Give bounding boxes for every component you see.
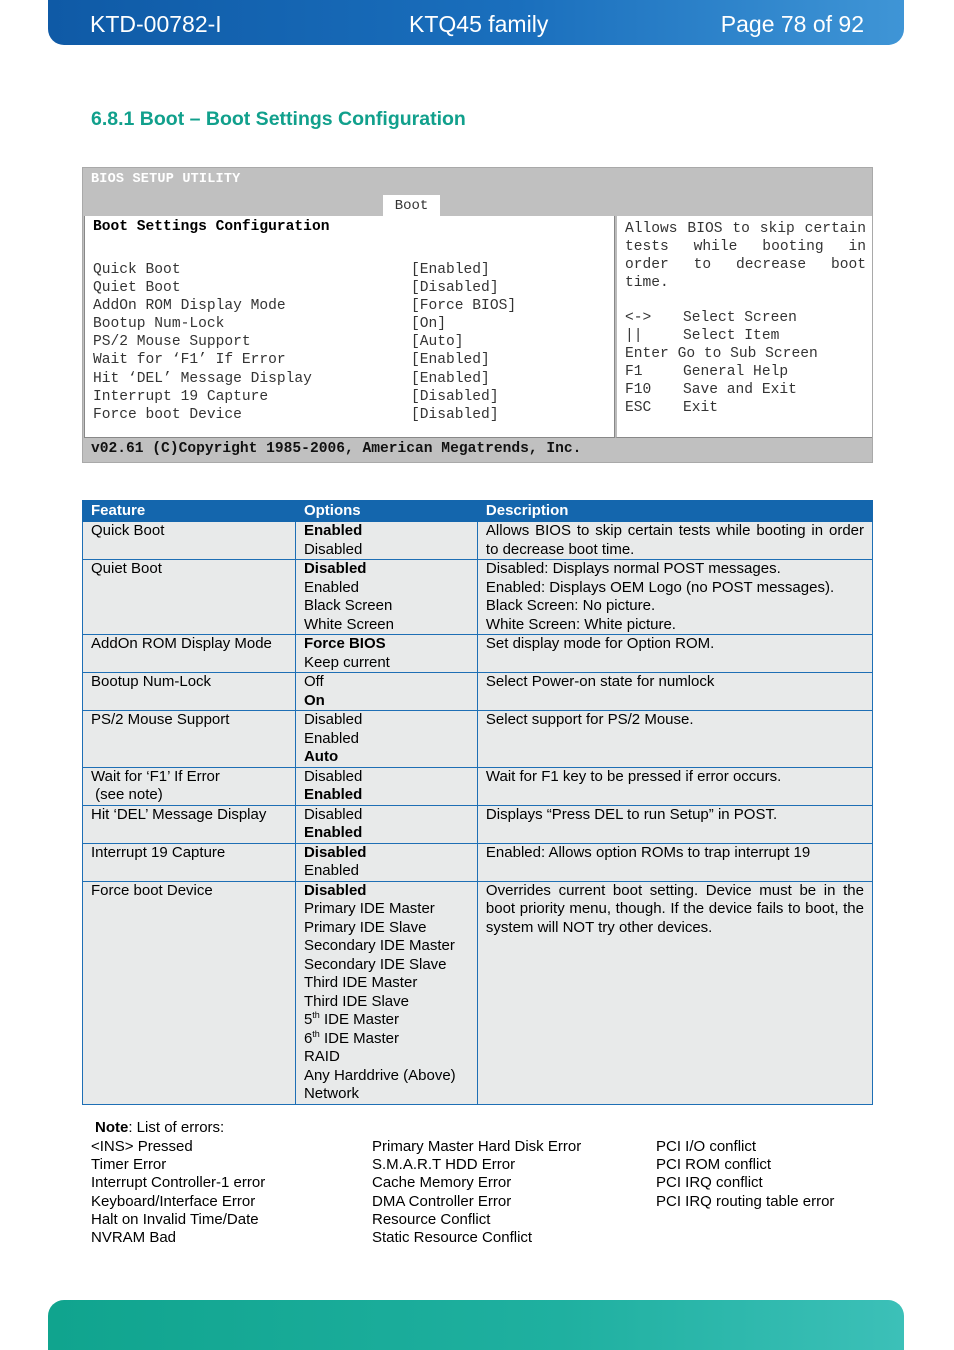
- bios-setting-value: [Enabled]: [411, 370, 490, 387]
- description-cell: [477, 560, 872, 635]
- option: [304, 1011, 469, 1030]
- bios-key-action: Exit: [683, 400, 719, 417]
- option: [304, 711, 469, 730]
- product-family: KTQ45 family: [409, 11, 549, 37]
- feature-name: Bootup Num-Lock: [91, 673, 212, 690]
- description-line: Set display mode for Option ROM.: [485, 635, 715, 652]
- bios-setting-value: [Disabled]: [411, 280, 499, 297]
- bios-tab-boot: Boot: [383, 195, 440, 217]
- description-line: Select support for PS/2 Mouse.: [485, 711, 694, 728]
- options-cell: [295, 881, 477, 1104]
- bios-setting-label: Interrupt 19 Capture: [93, 388, 269, 405]
- note-label: Note: [95, 1119, 129, 1136]
- bios-settings-panel: [84, 216, 615, 438]
- option: [304, 673, 469, 692]
- bios-key-row: [625, 327, 818, 345]
- option: [304, 654, 469, 673]
- option: [304, 768, 469, 787]
- table-header-row: [83, 501, 873, 522]
- option-text: Force BIOS: [303, 635, 386, 652]
- error-item: Timer Error: [91, 1155, 167, 1173]
- option-text: Third IDE Master: [303, 974, 418, 991]
- bios-setting-value: [On]: [411, 316, 447, 333]
- option-superscript: th: [312, 1010, 320, 1020]
- description-line: Black Screen: No picture.: [485, 597, 656, 614]
- bios-help-panel: [615, 216, 872, 438]
- bios-key-row: [625, 345, 818, 363]
- option: [304, 1085, 469, 1104]
- bios-setting-row: [93, 297, 613, 315]
- option-text: Enabled: [303, 729, 360, 747]
- feature-name: Interrupt 19 Capture: [91, 843, 226, 861]
- option-text: Enabled: [303, 862, 360, 879]
- option: [304, 1048, 469, 1067]
- option-text: Network: [303, 1085, 359, 1102]
- default-option: [304, 748, 469, 767]
- option-text: White Screen: [303, 615, 394, 633]
- feature-name: (see note): [91, 786, 163, 803]
- option-text: Secondary IDE Master: [303, 937, 455, 954]
- bios-setting-row: [93, 406, 613, 424]
- feature-cell: [83, 767, 296, 805]
- option-text: Any Harddrive (Above): [303, 1066, 456, 1084]
- feature-cell: [83, 635, 296, 673]
- bios-setting-value: [Enabled]: [411, 262, 490, 278]
- option-text: Disabled: [303, 805, 363, 823]
- error-item: PCI IRQ conflict: [656, 1174, 763, 1192]
- feature-cell: [83, 711, 296, 768]
- option-text: 6: [303, 1029, 313, 1047]
- error-item: Static Resource Conflict: [372, 1229, 533, 1247]
- option: [304, 919, 469, 938]
- feature-cell: [83, 805, 296, 843]
- default-option: [304, 692, 469, 711]
- option: [304, 616, 469, 635]
- bios-setting-row: [93, 333, 613, 351]
- table-row: [83, 635, 873, 673]
- error-list: [91, 1138, 871, 1253]
- bios-setting-value: [Enabled]: [411, 352, 490, 369]
- option-text: Enabled: [303, 786, 363, 803]
- error-item: Primary Master Hard Disk Error: [372, 1137, 582, 1155]
- bios-key: Enter: [625, 346, 669, 363]
- bios-setting-row: [93, 351, 613, 369]
- description-line: Overrides current boot setting. Device must be in the boot priority menu, though. If the device fails to boot, the system will NOT try other devices.: [485, 881, 864, 936]
- column-header-description: Description: [477, 501, 872, 522]
- bios-key: F1: [625, 364, 643, 381]
- option-text: Disabled: [303, 560, 367, 577]
- bios-key: <->: [625, 310, 652, 326]
- description-line: Enabled: Allows option ROMs to trap interrupt 19: [485, 843, 811, 861]
- table-row: [83, 673, 873, 711]
- feature-name: Quick Boot: [91, 522, 165, 539]
- table-row: [83, 711, 873, 768]
- bios-setting-row: [93, 370, 613, 388]
- bios-setting-label: Quick Boot: [93, 262, 181, 278]
- default-option: [304, 844, 469, 863]
- bios-key-row: [625, 399, 818, 417]
- option-text: Secondary IDE Slave: [303, 955, 447, 973]
- table-row: [83, 767, 873, 805]
- description-cell: [477, 843, 872, 881]
- table-row: [83, 522, 873, 560]
- option-text: Keep current: [303, 653, 390, 671]
- feature-cell: [83, 522, 296, 560]
- default-option: [304, 786, 469, 805]
- feature-name: Wait for ‘F1’ If Error: [91, 767, 220, 785]
- option: [304, 862, 469, 881]
- description-cell: [477, 805, 872, 843]
- bios-setting-label: Wait for ‘F1’ If Error: [93, 352, 286, 369]
- option: [304, 974, 469, 993]
- bios-panel-heading: Boot Settings Configuration: [93, 219, 330, 235]
- option-text: Black Screen: [303, 597, 393, 614]
- page-number: Page 78 of 92: [720, 11, 864, 37]
- error-note: [91, 1119, 871, 1253]
- description-line: Disabled: Displays normal POST messages.: [485, 560, 781, 577]
- page-footer: [48, 1300, 904, 1350]
- option-text: Enabled: [303, 578, 360, 596]
- option-text: RAID: [303, 1048, 340, 1065]
- bios-setting-label: Quiet Boot: [93, 280, 181, 297]
- option-text: Third IDE Slave: [303, 992, 409, 1010]
- bios-key-action: Go to Sub Screen: [677, 346, 818, 363]
- option: [304, 900, 469, 919]
- bios-key: ||: [625, 328, 643, 345]
- bios-setting-label: AddOn ROM Display Mode: [93, 298, 286, 315]
- bios-setting-row: [93, 279, 613, 297]
- bios-setting-label: Force boot Device: [93, 406, 242, 423]
- description-cell: [477, 522, 872, 560]
- bios-copyright: v02.61 (C)Copyright 1985-2006, American Megatrends, Inc.: [91, 441, 582, 457]
- options-cell: [295, 635, 477, 673]
- option-text: Primary IDE Master: [303, 900, 435, 917]
- table-row: [83, 881, 873, 1104]
- option-text: On: [303, 691, 325, 709]
- error-item: PCI IRQ routing table error: [656, 1192, 835, 1210]
- option: [304, 1067, 469, 1086]
- feature-cell: [83, 881, 296, 1104]
- table-row: [83, 560, 873, 635]
- note-heading: [95, 1119, 871, 1138]
- option-text-rest: IDE Master: [319, 1011, 399, 1028]
- description-line: Displays “Press DEL to run Setup” in POST.: [485, 805, 778, 823]
- feature-table-body: [83, 522, 873, 1105]
- description-line: Enabled: Displays OEM Logo (no POST messages).: [485, 578, 835, 596]
- option-text: Disabled: [303, 711, 363, 728]
- option-text: Auto: [303, 748, 339, 765]
- error-item: PCI ROM conflict: [656, 1155, 772, 1173]
- bios-key-row: [625, 363, 818, 381]
- error-column: [656, 1138, 834, 1212]
- option-text: Disabled: [303, 540, 363, 558]
- default-option: [304, 824, 469, 843]
- description-cell: [477, 635, 872, 673]
- bios-setting-value: [Force BIOS]: [411, 298, 517, 315]
- error-item: Keyboard/Interface Error: [91, 1192, 256, 1210]
- feature-cell: [83, 673, 296, 711]
- options-cell: [295, 767, 477, 805]
- options-cell: [295, 843, 477, 881]
- options-cell: [295, 522, 477, 560]
- default-option: [304, 635, 469, 654]
- bios-setting-row: [93, 261, 613, 279]
- description-line: Select Power-on state for numlock: [485, 673, 715, 690]
- document-id: KTD-00782-I: [90, 11, 222, 37]
- option: [304, 597, 469, 616]
- description-line: White Screen: White picture.: [485, 615, 676, 633]
- section-title: 6.8.1 Boot – Boot Settings Configuration: [91, 108, 466, 130]
- feature-table: [82, 500, 873, 1105]
- options-cell: [295, 711, 477, 768]
- option-text: Disabled: [303, 767, 363, 785]
- error-column: [372, 1138, 581, 1248]
- feature-name: Quiet Boot: [91, 560, 162, 577]
- option: [304, 806, 469, 825]
- default-option: [304, 560, 469, 579]
- option: [304, 956, 469, 975]
- option-text: Primary IDE Slave: [303, 918, 427, 936]
- feature-name: AddOn ROM Display Mode: [91, 635, 272, 652]
- error-item: <INS> Pressed: [91, 1137, 193, 1155]
- default-option: [304, 522, 469, 541]
- table-row: [83, 805, 873, 843]
- bios-setting-value: [Auto]: [411, 334, 464, 351]
- error-item: NVRAM Bad: [91, 1229, 177, 1247]
- description-cell: [477, 711, 872, 768]
- bios-setting-row: [93, 388, 613, 406]
- column-header-options: Options: [295, 501, 477, 522]
- bios-setting-value: [Disabled]: [411, 406, 499, 423]
- column-header-feature: Feature: [83, 501, 296, 522]
- feature-name: Hit ‘DEL’ Message Display: [91, 805, 267, 823]
- bios-help-text: Allows BIOS to skip certain tests while booting in order to decrease boot time.: [625, 221, 866, 292]
- feature-cell: [83, 560, 296, 635]
- bios-setting-value: [Disabled]: [411, 388, 499, 405]
- option-text: Enabled: [303, 522, 363, 539]
- option-superscript: th: [312, 1028, 320, 1039]
- option-text: Enabled: [303, 824, 363, 841]
- default-option: [304, 882, 469, 901]
- bios-key-row: [625, 381, 818, 399]
- option-text: Off: [303, 673, 324, 690]
- option-text: Disabled: [303, 881, 367, 899]
- option-text: 5: [303, 1011, 313, 1028]
- options-cell: [295, 805, 477, 843]
- description-cell: [477, 881, 872, 1104]
- option-text: Disabled: [303, 843, 367, 861]
- bios-key-action: Save and Exit: [683, 382, 797, 399]
- error-item: PCI I/O conflict: [656, 1137, 757, 1155]
- error-column: [91, 1138, 265, 1248]
- options-cell: [295, 673, 477, 711]
- bios-key-row: [625, 309, 818, 327]
- options-cell: [295, 560, 477, 635]
- error-item: Resource Conflict: [372, 1211, 491, 1229]
- description-line: Wait for F1 key to be pressed if error occurs.: [485, 767, 782, 785]
- option: [304, 730, 469, 749]
- bios-key-action: General Help: [683, 364, 789, 381]
- bios-setting-row: [93, 315, 613, 333]
- bios-setting-label: PS/2 Mouse Support: [93, 334, 251, 351]
- page-header: [48, 0, 904, 45]
- option: [304, 993, 469, 1012]
- bios-key-action: Select Item: [683, 328, 780, 345]
- description-cell: [477, 767, 872, 805]
- description-cell: [477, 673, 872, 711]
- error-item: Cache Memory Error: [372, 1174, 512, 1192]
- note-text: : List of errors:: [128, 1119, 225, 1136]
- option-text-rest: IDE Master: [319, 1029, 399, 1047]
- bios-settings-list: [93, 261, 613, 424]
- option: [304, 579, 469, 598]
- bios-utility-title: BIOS SETUP UTILITY: [91, 172, 241, 187]
- error-item: Halt on Invalid Time/Date: [91, 1211, 259, 1229]
- bios-key: F10: [625, 382, 652, 399]
- description-line: Allows BIOS to skip certain tests while booting in order to decrease boot time.: [485, 522, 864, 558]
- error-item: DMA Controller Error: [372, 1192, 512, 1210]
- bios-key-action: Select Screen: [683, 310, 797, 326]
- option: [304, 1030, 469, 1049]
- bios-setting-label: Hit ‘DEL’ Message Display: [93, 370, 312, 387]
- error-item: S.M.A.R.T HDD Error: [372, 1155, 516, 1173]
- feature-name: Force boot Device: [91, 881, 213, 899]
- bios-key-legend: [625, 309, 818, 418]
- bios-key: ESC: [625, 400, 652, 417]
- bios-setting-label: Bootup Num-Lock: [93, 316, 225, 333]
- feature-name: PS/2 Mouse Support: [91, 711, 230, 728]
- table-row: [83, 843, 873, 881]
- option: [304, 541, 469, 560]
- bios-screenshot: [82, 167, 873, 463]
- option: [304, 937, 469, 956]
- feature-cell: [83, 843, 296, 881]
- error-item: Interrupt Controller-1 error: [91, 1174, 266, 1192]
